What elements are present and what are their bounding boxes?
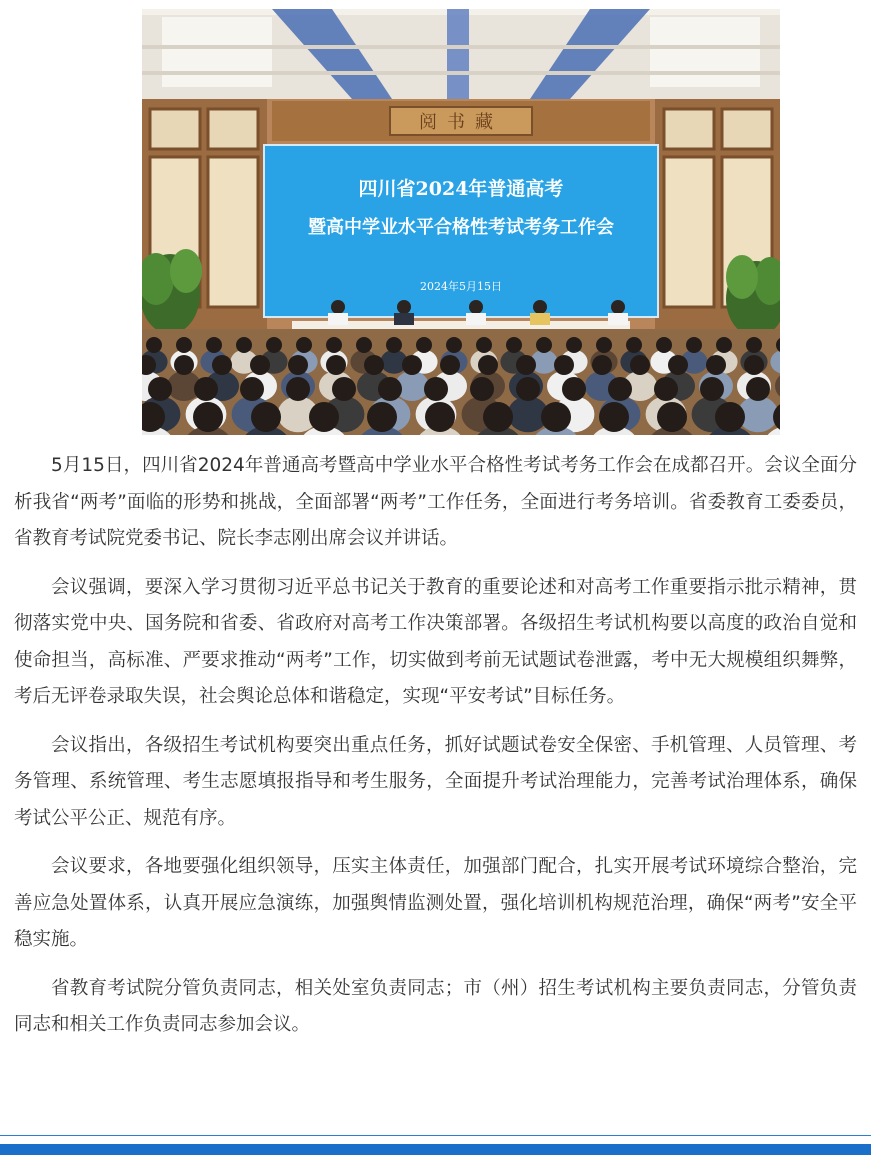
sign-text: 阅书藏 bbox=[419, 112, 503, 133]
audience-member-head bbox=[386, 337, 402, 353]
article-body bbox=[14, 448, 857, 1056]
audience-member-head bbox=[700, 377, 724, 401]
audience-member-head bbox=[566, 337, 582, 353]
footer-bar bbox=[0, 1144, 871, 1155]
audience-member-head bbox=[608, 377, 632, 401]
audience-member-head bbox=[656, 337, 672, 353]
audience-member-head bbox=[541, 402, 571, 432]
audience-member-head bbox=[657, 402, 687, 432]
banner-date: 2024年5月15日 bbox=[420, 280, 502, 293]
audience-member-head bbox=[716, 337, 732, 353]
meeting-photo-graphic bbox=[142, 9, 780, 435]
audience-member-head bbox=[554, 355, 574, 375]
audience-member-head bbox=[326, 355, 346, 375]
audience-member-head bbox=[240, 377, 264, 401]
audience-member-head bbox=[236, 337, 252, 353]
audience-member-head bbox=[148, 377, 172, 401]
audience-member-head bbox=[478, 355, 498, 375]
audience-member-head bbox=[309, 402, 339, 432]
potted-plant-right bbox=[726, 255, 780, 337]
banner-title-line1: 四川省2024年普通高考 bbox=[358, 178, 564, 200]
meeting-photo bbox=[142, 9, 780, 435]
audience-member-head bbox=[251, 402, 281, 432]
audience-member-head bbox=[630, 355, 650, 375]
audience-member-head bbox=[286, 377, 310, 401]
audience-member-head bbox=[364, 355, 384, 375]
article-paragraph-4: 会议要求，各地要强化组织领导，压实主体责任，加强部门配合，扎实开展考试环境综合整治，完善应急处置体系，认真开展应急演练，加强舆情监测处置，强化培训机构规范治理，确保“两考”安全平稳实施。 bbox=[14, 856, 857, 950]
audience-member-head bbox=[668, 355, 688, 375]
audience-member-head bbox=[378, 377, 402, 401]
audience-member-head bbox=[446, 337, 462, 353]
audience-member-head bbox=[476, 337, 492, 353]
article-paragraph-2: 会议强调，要深入学习贯彻习近平总书记关于教育的重要论述和对高考工作重要指示批示精神，贯彻落实党中央、国务院和省委、省政府对高考工作决策部署。各级招生考试机构要以高度的政治自觉和使命担当，高标准、严要求推动“两考”工作，切实做到考前无试题试卷泄露，考中无大规模组织舞弊，考后无评卷录取失误，社会舆论总体和谐稳定，实现“平安考试”目标任务。 bbox=[14, 576, 857, 707]
audience-member-head bbox=[592, 355, 612, 375]
audience-member-head bbox=[174, 355, 194, 375]
audience-member-head bbox=[483, 402, 513, 432]
audience-member-head bbox=[326, 337, 342, 353]
audience-member-head bbox=[176, 337, 192, 353]
audience-member-head bbox=[654, 377, 678, 401]
audience-member-head bbox=[516, 377, 540, 401]
audience-member-head bbox=[266, 337, 282, 353]
ceiling-light-strip bbox=[447, 9, 469, 99]
audience-member-head bbox=[686, 337, 702, 353]
audience-member-head bbox=[516, 355, 536, 375]
audience-member-head bbox=[425, 402, 455, 432]
audience-member-head bbox=[194, 377, 218, 401]
audience-member-head bbox=[250, 355, 270, 375]
audience-member-head bbox=[440, 355, 460, 375]
audience-member-head bbox=[416, 337, 432, 353]
audience-member-head bbox=[536, 337, 552, 353]
audience-member-head bbox=[744, 355, 764, 375]
audience-member-head bbox=[470, 377, 494, 401]
audience-member-head bbox=[402, 355, 422, 375]
article-paragraph-1: 5月15日，四川省2024年普通高考暨高中学业水平合格性考试考务工作会在成都召开。会议全面分析我省“两考”面临的形势和挑战，全面部署“两考”工作任务，全面进行考务培训。省委教育工委委员，省教育考试院党委书记、院长李志刚出席会议并讲话。 bbox=[14, 455, 857, 549]
audience-member-head bbox=[146, 337, 162, 353]
audience-member-head bbox=[424, 377, 448, 401]
audience-member-head bbox=[367, 402, 397, 432]
audience-member-head bbox=[193, 402, 223, 432]
audience-member-head bbox=[206, 337, 222, 353]
audience-member-head bbox=[746, 337, 762, 353]
audience-member-head bbox=[596, 337, 612, 353]
article-paragraph-5: 省教育考试院分管负责同志，相关处室负责同志；市（州）招生考试机构主要负责同志，分管负责同志和相关工作负责同志参加会议。 bbox=[14, 977, 857, 1035]
audience-member-head bbox=[599, 402, 629, 432]
audience-member-head bbox=[356, 337, 372, 353]
audience-member-head bbox=[332, 377, 356, 401]
audience-member-head bbox=[706, 355, 726, 375]
article-paragraph-3: 会议指出，各级招生考试机构要突出重点任务，抓好试题试卷安全保密、手机管理、人员管理、考务管理、系统管理、考生志愿填报指导和考生服务，全面提升考试治理能力，完善考试治理体系，确保考试公平公正、规范有序。 bbox=[14, 734, 857, 829]
audience-member-head bbox=[212, 355, 232, 375]
audience-member-head bbox=[562, 377, 586, 401]
audience-member-head bbox=[715, 402, 745, 432]
audience-member-head bbox=[506, 337, 522, 353]
audience-member-head bbox=[746, 377, 770, 401]
footer-divider bbox=[0, 1135, 871, 1136]
audience-member-head bbox=[288, 355, 308, 375]
audience-member-head bbox=[626, 337, 642, 353]
audience-member-head bbox=[296, 337, 312, 353]
banner-title-line2: 暨高中学业水平合格性考试考务工作会 bbox=[308, 217, 614, 238]
